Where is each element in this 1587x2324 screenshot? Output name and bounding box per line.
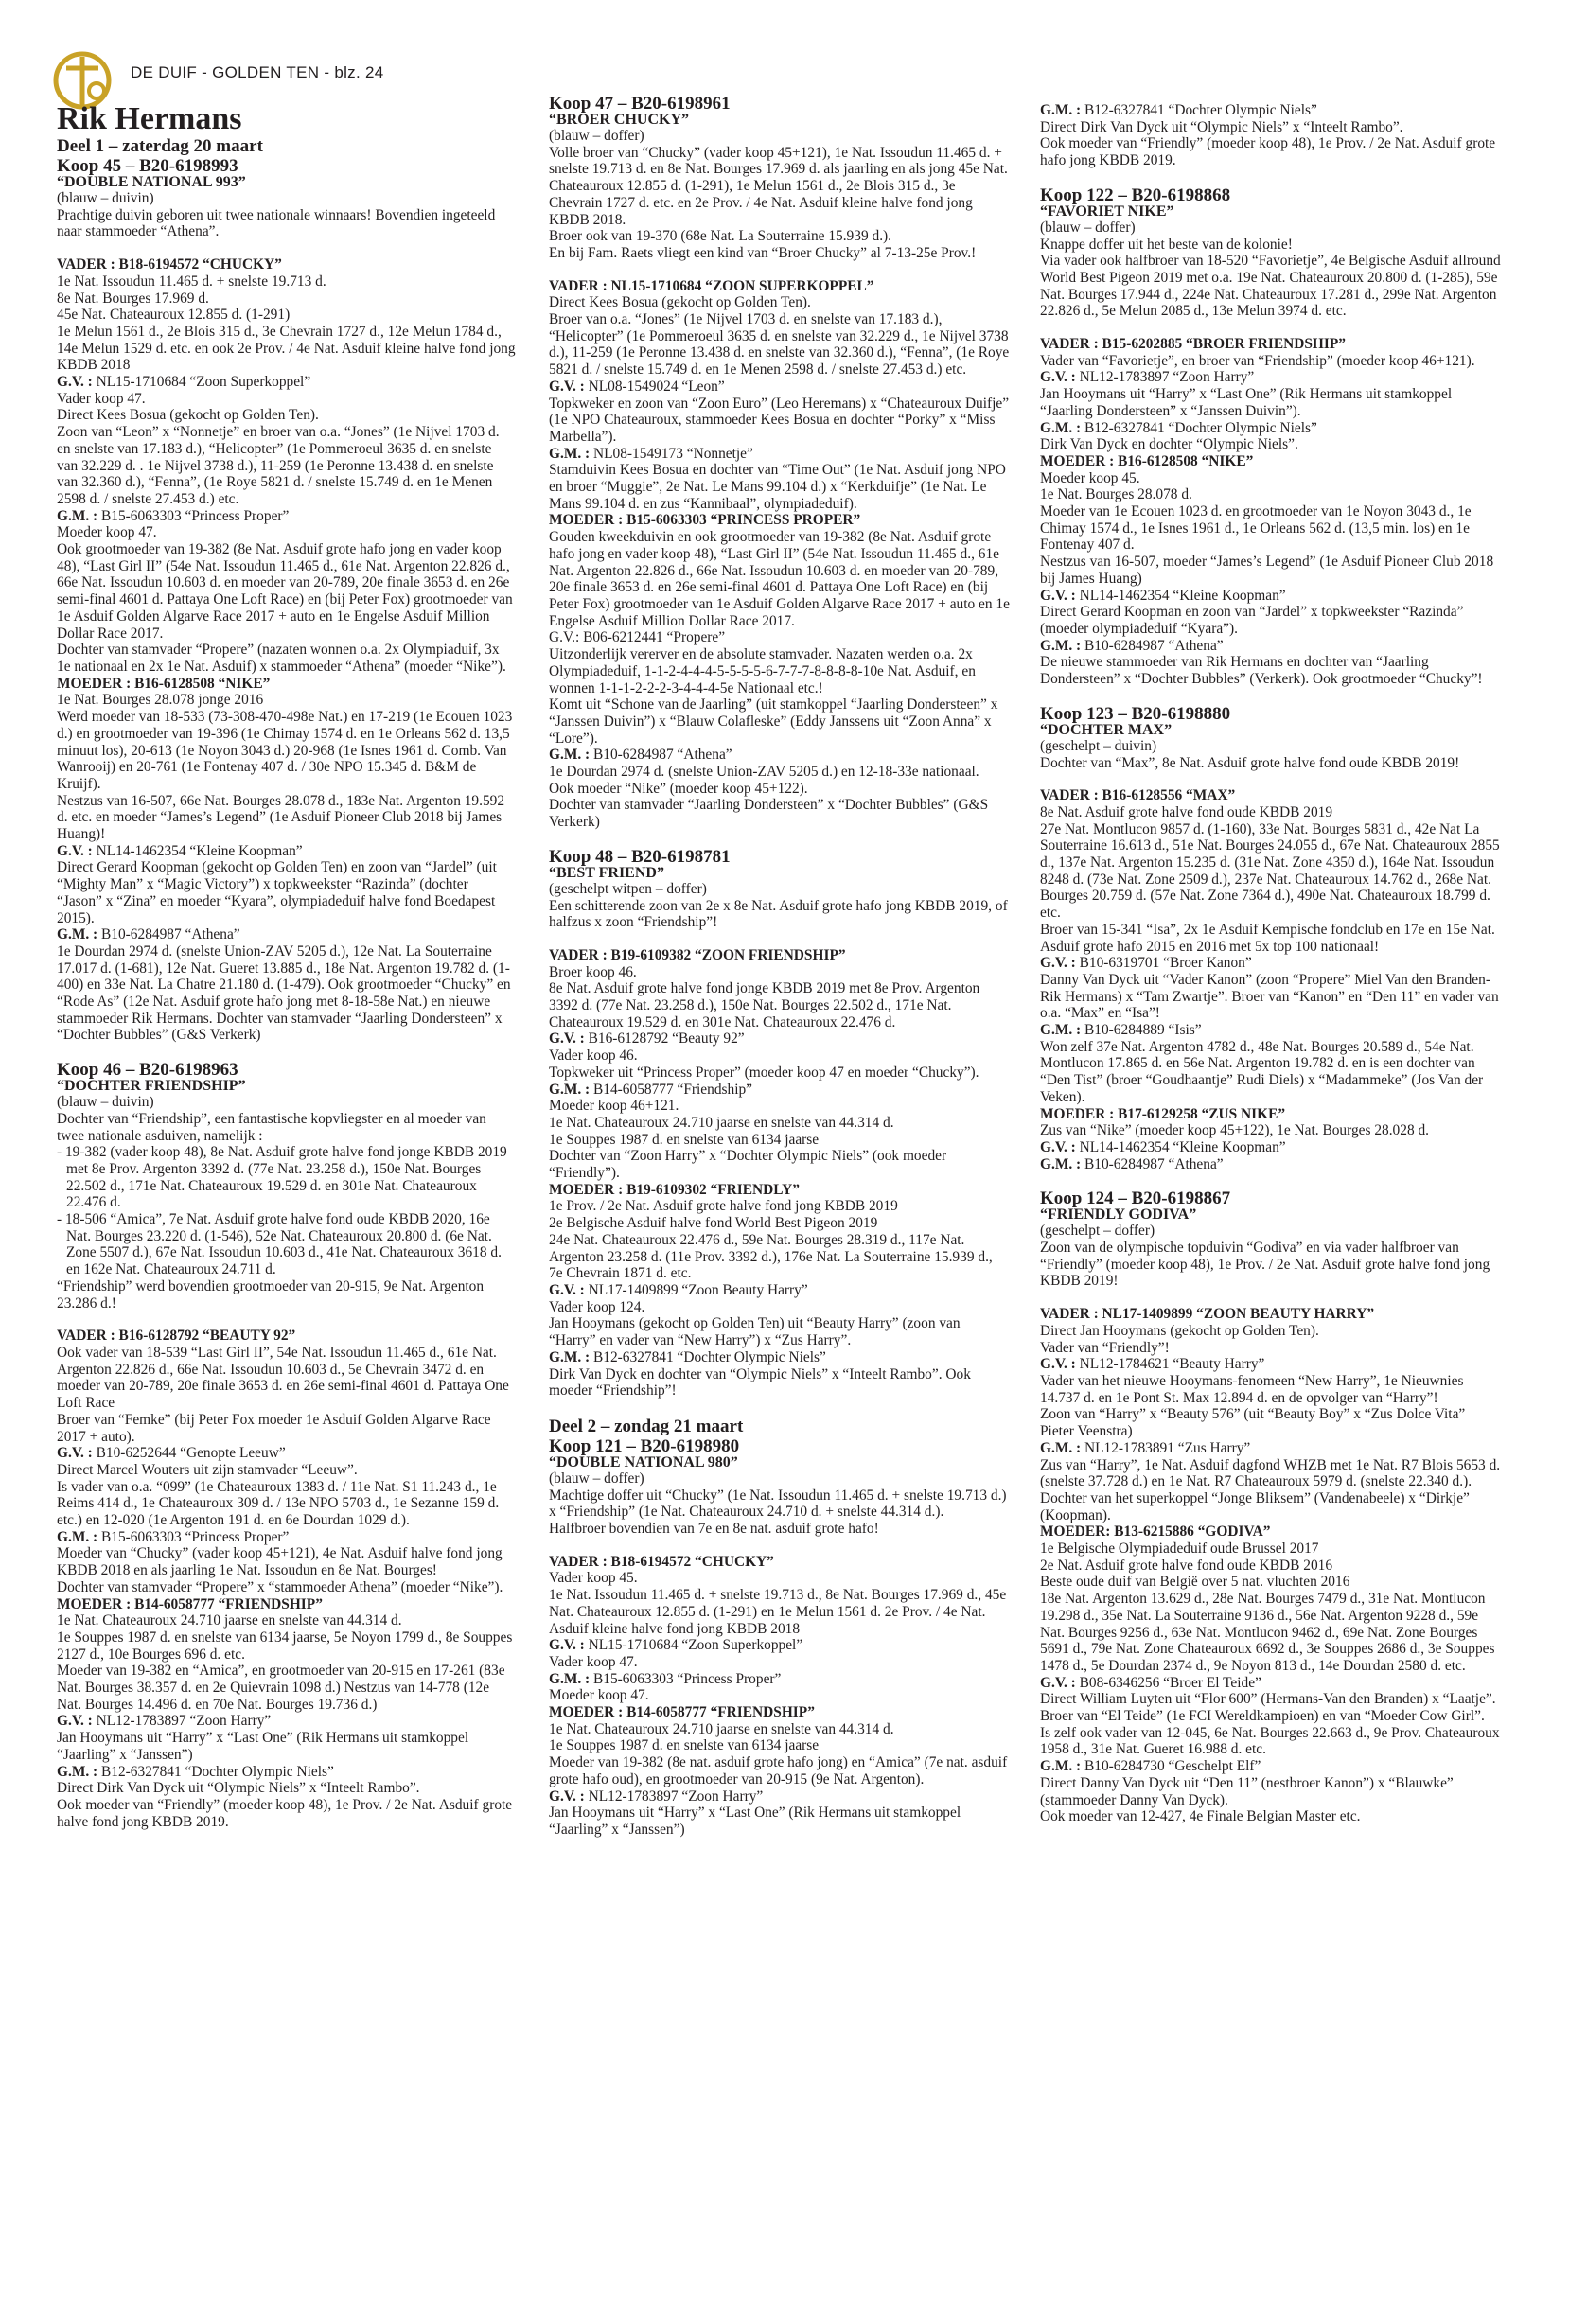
grandmother-line: G.M. : B10-6284987 “Athena” <box>1040 637 1224 654</box>
pedigree-line: Direct Gerard Koopman en zoon van “Jardel” x topkweekster “Razinda” (moeder olympiadeduif “Kyara”). <box>1040 604 1464 637</box>
column-3 <box>1040 102 1501 1842</box>
grandfather-line: G.V. : NL15-1710684 “Zoon Superkoppel” <box>549 1637 803 1654</box>
pedigree-line: Jan Hooymans uit “Harry” x “Last One” (Rik Hermans uit stamkoppel “Jaarling” x “Janssen”) <box>549 1805 961 1838</box>
grandmother-line: G.M. : B15-6063303 “Princess Proper” <box>57 507 290 524</box>
pedigree-line: 1e Souppes 1987 d. en snelste van 6134 jaarse, 5e Noyon 1799 d., 8e Souppes 2127 d., 10e Bourges 696 d. etc. <box>57 1629 513 1663</box>
lot-intro: Prachtige duivin geboren uit twee nationale winnaars! Bovendien ingeteeld naar stammoeder “Athena”. <box>57 206 496 240</box>
lot-intro: Volle broer van “Chucky” (vader koop 45+121), 1e Nat. Issoudun 11.465 d. + snelste 19.713 d. en 8e Nat. Bourges 17.969 d. als jaarling en als jong 45e Nat. Chateauroux 12.855 d. (1-291), 1e Melun 1561 d., 2e Blois 315 d., 3e Chevrain 1727 d. etc. en 2e Prov. / 4e Nat. Asduif kleine halve fond jong KBDB 2018. <box>549 144 1008 228</box>
pedigree-line: Dirk Van Dyck en dochter “Olympic Niels”. <box>1040 436 1298 453</box>
pedigree-line: Uitzonderlijk vererver en de absolute stamvader. Nazaten werden o.a. 2x Olympiadeduif, 1-1-2-4-4-4-5-5-5-5-6-7-7-7-8-8-8-8-10e Nat. Asduif, en wonnen 1-1-1-2-2-2-3-4-4-4-5e Nationaal etc.! <box>549 646 976 696</box>
pedigree-line: Nestzus van 16-507, 66e Nat. Bourges 28.078 d., 183e Nat. Argenton 19.592 d. etc. en moeder “James’s Legend” (1e Asduif Pioneer Club 2018 bij James Huang)! <box>57 792 505 843</box>
pedigree-line: Topkweker en zoon van “Zoon Euro” (Leo Heremans) x “Chateauroux Duifje” (1e NPO Chateauroux, stammoeder Kees Bosua en dochter “Porky” x “Miss Marbella”). <box>549 395 1010 445</box>
pedigree-line: Won zelf 37e Nat. Argenton 4782 d., 48e Nat. Bourges 20.589 d., 54e Nat. Montlucon 17.865 d. en 56e Nat. Argenton 19.782 d. en is een dochter van “Den Tist” (broer “Goudhaantje” Rudi Diels) x “Madammeke” (Jos Van der Veken). <box>1040 1038 1484 1105</box>
lot-45 <box>57 157 516 1044</box>
pedigree-line: Dirk Van Dyck en dochter van “Olympic Niels” x “Inteelt Rambo”. Ook moeder “Friendship”! <box>549 1365 971 1400</box>
pedigree-line: 8e Nat. Asduif grote halve fond oude KBDB 2019 <box>1040 803 1333 820</box>
grandmother-line: G.M. : B10-6284987 “Athena” <box>57 926 240 943</box>
grandmother-line: G.M. : B10-6284730 “Geschelpt Elf” <box>1040 1758 1261 1775</box>
pedigree-line: 8e Nat. Asduif grote halve fond jonge KBDB 2019 met 8e Prov. Argenton 3392 d. (77e Nat. 23.258 d.), 150e Nat. Bourges 22.502 d., 171e Nat. Chateauroux 19.529 d. en 301e Nat. Chateauroux 22.476 d. <box>549 980 980 1030</box>
lot-intro: Machtige doffer uit “Chucky” (1e Nat. Issoudun 11.465 d. + snelste 19.713 d.) x “Friendship” (1e Nat. Chateauroux 24.710 d. + snelste 44.314 d.). <box>549 1487 1007 1521</box>
vader-heading: VADER : B16-6128556 “MAX” <box>1040 787 1236 804</box>
pedigree-line: Vader koop 45. <box>549 1570 638 1587</box>
pedigree-line: 2e Belgische Asduif halve fond World Best Pigeon 2019 <box>549 1215 878 1232</box>
pedigree-line: G.V.: B06-6212441 “Propere” <box>549 629 726 646</box>
pedigree-line: Stamduivin Kees Bosua en dochter van “Time Out” (1e Nat. Asduif jong NPO en broer “Muggie”, 2e Nat. Le Mans 99.104 d.) x “Kerkduifje” (1e Nat. Le Mans 99.104 d. en zus “Kannibaal”, olympiadeduif). <box>549 462 1006 512</box>
pedigree-line: Zus van “Nike” (moeder koop 45+122), 1e Nat. Bourges 28.028 d. <box>1040 1122 1430 1139</box>
grandfather-line: G.V. : NL14-1462354 “Kleine Koopman” <box>57 842 303 859</box>
grandfather-line: G.V. : NL12-1783897 “Zoon Harry” <box>1040 369 1255 386</box>
moeder-heading: MOEDER : B17-6129258 “ZUS NIKE” <box>1040 1105 1286 1122</box>
grandfather-line: G.V. : NL17-1409899 “Zoon Beauty Harry” <box>549 1282 808 1298</box>
lot-48 <box>549 848 1010 1400</box>
lot-title: Koop 123 – B20-6198880 <box>1040 703 1231 724</box>
lot-124 <box>1040 1189 1501 1825</box>
pedigree-line: Direct Kees Bosua (gekocht op Golden Ten). <box>549 294 811 311</box>
lot-color: (blauw – duivin) <box>57 190 154 206</box>
pedigree-line: Werd moeder van 18-533 (73-308-470-498e Nat.) en 17-219 (1e Ecouen 1023 d.) en grootmoeder van 19-396 (1e Chimay 1574 d. en 1e Orleans 562 d. 13,5 minuut los), 20-613 (1e Noyon 3043 d.) 20-968 (1e Isnes 1961 d. Comb. Van Wanrooij) en 20-761 (1e Fontenay 407 d. / 30e NPO 15.345 d. B&M de Kruijf). <box>57 709 513 792</box>
pedigree-line: Is vader van o.a. “099” (1e Chateauroux 1383 d. / 11e Nat. S1 11.243 d., 1e Reims 414 d., 1e Chateauroux 309 d. / 13e NPO 5703 d., 1e Sezanne 159 d. etc.) en 12-020 (1e Argenton 191 d. en 6e Dourdan 1029 d.). <box>57 1478 500 1529</box>
lot-intro: Zoon van de olympische topduivin “Godiva” en via vader halfbroer van “Friendly” (moeder koop 48), 1e Prov. / 2e Nat. Asduif grote halve fond jong KBDB 2019! <box>1040 1240 1490 1290</box>
pedigree-line: Direct Jan Hooymans (gekocht op Golden Ten). <box>1040 1322 1319 1339</box>
pedigree-line: Ook moeder van 12-427, 4e Finale Belgian Master etc. <box>1040 1808 1361 1825</box>
lot-intro: Dochter van “Friendship”, een fantastische kopvliegster en al moeder van twee nationale asduiven, namelijk : <box>57 1110 486 1144</box>
pedigree-line: 2e Nat. Asduif grote halve fond oude KBDB 2016 <box>1040 1557 1333 1574</box>
pedigree-line: Zoon van “Harry” x “Beauty 576” (uit “Beauty Boy” x “Zus Dolce Vita” Pieter Veenstra) <box>1040 1406 1466 1440</box>
lot-title: Koop 45 – B20-6198993 <box>57 156 238 176</box>
pedigree-line: Dochter van “Zoon Harry” x “Dochter Olympic Niels” (ook moeder “Friendly”). <box>549 1148 947 1182</box>
pedigree-line: Dochter van stamvader “Jaarling Dondersteen” x “Dochter Bubbles” (G&S Verkerk) <box>549 797 989 831</box>
pedigree-line: Dochter van stamvader “Propere” (nazaten wonnen o.a. 2x Olympiaduif, 3x 1e nationaal en 2x 1e Nat. Asduif) x stammoeder “Athena” (moeder “Nike”). <box>57 642 506 675</box>
pedigree-line: 1e Dourdan 2974 d. (snelste Union-ZAV 5205 d.) en 12-18-33e nationaal. <box>549 764 979 781</box>
pedigree-line: Zus van “Harry”, 1e Nat. Asduif dagfond WHZB met 1e Nat. R7 Blois 5653 d. (snelste 37.728 d.) en 1e Nat. R7 Chateauroux 5979 d. (snelste 22.340 d.). <box>1040 1456 1501 1490</box>
lot-intro: Knappe doffer uit het beste van de kolonie! <box>1040 236 1293 253</box>
lot-name: “DOUBLE NATIONAL 993” <box>57 174 246 190</box>
pedigree-line: Vader koop 124. <box>549 1298 645 1315</box>
pedigree-line: 1e Nat. Chateauroux 24.710 jaarse en snelste van 44.314 d. <box>57 1612 402 1629</box>
lot-color: (geschelpt – duivin) <box>1040 737 1157 754</box>
pedigree-line: 1e Nat. Bourges 28.078 d. <box>1040 486 1192 503</box>
author-heading: Rik Hermans <box>57 101 242 136</box>
lot-name: “DOUBLE NATIONAL 980” <box>549 1453 738 1470</box>
grandfather-line: G.V. : B16-6128792 “Beauty 92” <box>549 1030 745 1048</box>
pedigree-line: Jan Hooymans (gekocht op Golden Ten) uit “Beauty Harry” (zoon van “Harry” en vader van “New Harry”) x “Zus Harry”. <box>549 1315 961 1349</box>
vader-heading: VADER : B15-6202885 “BROER FRIENDSHIP” <box>1040 336 1346 353</box>
column-2 <box>549 95 1010 1856</box>
pedigree-line: Direct William Luyten uit “Flor 600” (Hermans-Van den Branden) x “Laatje”. <box>1040 1691 1496 1708</box>
moeder-heading: MOEDER : B14-6058777 “FRIENDSHIP” <box>57 1595 323 1612</box>
running-header: DE DUIF - GOLDEN TEN - blz. 24 <box>131 63 384 81</box>
lot-intro: Via vader ook halfbroer van 18-520 “Favorietje”, 4e Belgische Asduif allround World Best Pigeon 2019 met o.a. 19e Nat. Chateauroux 20.800 d. (1-285), 59e Nat. Bourges 17.944 d., 224e Nat. Chateauroux 17.281 d., 299e Nat. Argenton 22.826 d., 5e Melun 2085 d., 13e Melun 3974 d. etc. <box>1040 253 1501 320</box>
pedigree-line: Vader van het nieuwe Hooymans-fenomeen “New Harry”, 1e Nieuwnies 14.737 d. en 1e Pont St. Max 12.894 d. en de opvolger van “Harry”! <box>1040 1373 1464 1406</box>
pedigree-line: 24e Nat. Chateauroux 22.476 d., 59e Nat. Bourges 28.319 d., 117e Nat. Argenton 23.258 d. (11e Prov. 3392 d.), 176e Nat. La Souterraine 15.939 d., 7e Chevrain 1871 d. etc. <box>549 1231 993 1282</box>
pedigree-line: Ook vader van 18-539 “Last Girl II”, 54e Nat. Issoudun 11.465 d., 61e Nat. Argenton 22.826 d., 66e Nat. Issoudun 10.603 d., 5e Chevrain 3472 d. en moeder van 20-789, 20e finale 3653 d. en 26e semi-final 4601 d. Pattaya One Loft Race <box>57 1345 509 1412</box>
pedigree-line: Ook moeder van “Friendly” (moeder koop 48), 1e Prov. / 2e Nat. Asduif grote hafo jong KBDB 2019. <box>1040 135 1496 169</box>
list-item: - 18-506 “Amica”, 7e Nat. Asduif grote halve fond oude KBDB 2020, 16e Nat. Bourges 23.220 d. (1-546), 52e Nat. Chateauroux 20.800 d. (6e Nat. Zone 5507 d.), 67e Nat. Issoudun 10.603 d., 41e Nat. Chateauroux 3618 d. en 162e Nat. Chateauroux 24.711 d. <box>57 1211 502 1278</box>
list-item: - 19-382 (vader koop 48), 8e Nat. Asduif grote halve fond jonge KBDB 2019 met 8e Prov. Argenton 3392 d. (77e Nat. 23.258 d.), 150e Nat. Bourges 22.502 d., 171e Nat. Chateauroux 19.529 d. en 301e Nat. Chateauroux 22.476 d. <box>57 1144 507 1211</box>
pedigree-line: Direct Marcel Wouters uit zijn stamvader “Leeuw”. <box>57 1461 358 1478</box>
pedigree-line: Nestzus van 16-507, moeder “James’s Legend” (1e Asduif Pioneer Club 2018 bij James Huang) <box>1040 554 1494 587</box>
lot-color: (blauw – doffer) <box>1040 219 1136 236</box>
pedigree-line: Moeder van 19-382 en “Amica”, en grootmoeder van 20-915 en 17-261 (83e Nat. Bourges 38.357 d. en 2e Quievrain 1098 d.) Nestzus van 14-778 (12e Nat. Bourges 14.496 d. en 70e Nat. Bourges 19.736 d.) <box>57 1663 505 1713</box>
pedigree-line: Ook moeder van “Friendly” (moeder koop 48), 1e Prov. / 2e Nat. Asduif grote halve fond jong KBDB 2019. <box>57 1796 513 1830</box>
pedigree-line: Beste oude duif van België over 5 nat. vluchten 2016 <box>1040 1574 1350 1591</box>
pedigree-line: Broer koop 46. <box>549 963 637 980</box>
grandfather-line: G.V. : NL12-1783897 “Zoon Harry” <box>57 1713 272 1730</box>
grandmother-line: G.M. : NL08-1549173 “Nonnetje” <box>549 445 753 462</box>
lot-121 <box>549 1437 1010 1839</box>
lot-122 <box>1040 186 1501 688</box>
pedigree-line: 1e Belgische Olympiadeduif oude Brussel 2017 <box>1040 1541 1319 1558</box>
pedigree-line: Zoon van “Leon” x “Nonnetje” en broer van o.a. “Jones” (1e Nijvel 1703 d. en snelste van 17.183 d.), “Helicopter” (1e Pommeroeul 3635 d. en snelste van 32.229 d. . 1e Nijvel 3738 d.), 11-259 (1e Peronne 13.438 d. en snelste van 32.360 d.), “Fenna”, (1e Roye 5821 d. / snelste 15.749 d. en 1e Menen 2598 d. / snelste 27.453 d.) etc. <box>57 424 500 507</box>
lot-123 <box>1040 705 1501 1173</box>
vader-heading: VADER : NL17-1409899 “ZOON BEAUTY HARRY” <box>1040 1306 1375 1323</box>
pedigree-line: Gouden kweekduivin en ook grootmoeder van 19-382 (8e Nat. Asduif grote hafo jong en vader koop 48), “Last Girl II” (54e Nat. Issoudun 11.465 d., 61e Nat. Argenton 22.826 d., 66e Nat. Issoudun 10.603 d. en moeder van 20-789, 20e finale 3653 d. en 26e semi-final 4601 d. Pattaya One Loft Race) en (bij Peter Fox) grootmoeder van 1e Asduif Golden Algarve Race 2017 + auto en 1e Engelse Asduif Million Dollar Race 2017. <box>549 529 1010 629</box>
pedigree-line: 1e Prov. / 2e Nat. Asduif grote halve fond jong KBDB 2019 <box>549 1198 898 1215</box>
pedigree-line: Vader van “Friendly”! <box>1040 1339 1170 1356</box>
moeder-heading: MOEDER : B16-6128508 “NIKE” <box>57 675 271 692</box>
grandfather-line: G.V. : NL14-1462354 “Kleine Koopman” <box>1040 587 1286 604</box>
pedigree-line: 1e Melun 1561 d., 2e Blois 315 d., 3e Chevrain 1727 d., 12e Melun 1784 d., 14e Melun 1529 d. etc. en ook 2e Prov. / 4e Nat. Asduif kleine halve fond jong KBDB 2018 <box>57 323 516 374</box>
lot-color: (blauw – duivin) <box>57 1094 154 1111</box>
grandfather-line: G.V. : NL08-1549024 “Leon” <box>549 378 725 395</box>
section-heading-deel-1: Deel 1 – zaterdag 20 maart <box>57 136 263 156</box>
grandfather-line: G.V. : NL15-1710684 “Zoon Superkoppel” <box>57 374 311 391</box>
pedigree-line: Broer van “El Teide” (1e FCI Wereldkampioen) en van “Moeder Cow Girl”. <box>1040 1708 1485 1725</box>
pedigree-line: 45e Nat. Chateauroux 12.855 d. (1-291) <box>57 307 291 324</box>
pedigree-line: Jan Hooymans uit “Harry” x “Last One” (Rik Hermans uit stamkoppel “Jaarling” x “Janssen”) <box>57 1730 469 1763</box>
pedigree-line: Broer van “Femke” (bij Peter Fox moeder 1e Asduif Golden Algarve Race 2017 + auto). <box>57 1411 491 1445</box>
pedigree-line: Dochter van het superkoppel “Jonge Bliksem” (Vandenabeele) x “Dirkje” (Koopman). <box>1040 1489 1470 1523</box>
column-1 <box>57 102 516 1847</box>
grandmother-line: G.M. : B10-6284889 “Isis” <box>1040 1022 1202 1039</box>
pedigree-line: Topkweker uit “Princess Proper” (moeder koop 47 en moeder “Chucky”). <box>549 1064 979 1081</box>
lot-name: “DOCHTER FRIENDSHIP” <box>57 1078 246 1095</box>
lot-121-continued <box>1040 102 1501 169</box>
pedigree-line: 1e Nat. Chateauroux 24.710 jaarse en snelste van 44.314 d. <box>549 1720 894 1737</box>
grandfather-line: G.V. : B10-6319701 “Broer Kanon” <box>1040 955 1252 972</box>
pedigree-line: Vader koop 47. <box>549 1653 638 1670</box>
pedigree-line: Moeder van 19-382 (8e nat. asduif grote hafo jong) en “Amica” (7e nat. asduif grote hafo oud), en grootmoeder van 20-915 (9e Nat. Argenton). <box>549 1754 1008 1787</box>
vader-heading: VADER : NL15-1710684 “ZOON SUPERKOPPEL” <box>549 277 874 294</box>
lot-intro: Een schitterende zoon van 2e x 8e Nat. Asduif grote hafo jong KBDB 2019, of halfzus x zoon “Friendship”! <box>549 897 1008 931</box>
moeder-heading: MOEDER : B19-6109302 “FRIENDLY” <box>549 1181 800 1198</box>
pedigree-line: 1e Nat. Issoudun 11.465 d. + snelste 19.713 d. <box>57 273 326 290</box>
vader-heading: VADER : B18-6194572 “CHUCKY” <box>57 256 282 273</box>
pedigree-line: Ook grootmoeder van 19-382 (8e Nat. Asduif grote hafo jong en vader koop 48), “Last Girl II” (54e Nat. Issoudun 11.465 d., 61e Nat. Argenton 22.826 d., 66e Nat. Issoudun 10.603 d. en moeder van 20-789, 20e finale 3653 d. en 26e semi-final 4601 d. Pattaya One Loft Race) en (bij Peter Fox) grootmoeder van 1e Asduif Golden Algarve Race 2017 + auto en 1e Engelse Asduif Million Dollar Race 2017. <box>57 541 513 642</box>
pedigree-line: Komt uit “Schone van de Jaarling” (uit stamkoppel “Jaarling Dondersteen” x “Janssen Duivin”) x “Blauw Colafleske” (Eddy Janssens uit “Zoon Anna” x “Lore”). <box>549 696 998 747</box>
grandmother-line: G.M. : B12-6327841 “Dochter Olympic Niels” <box>1040 102 1317 118</box>
pedigree-line: 18e Nat. Argenton 13.629 d., 28e Nat. Bourges 7479 d., 31e Nat. Montlucon 19.298 d., 35e Nat. La Souterraine 9136 d., 56e Nat. Argenton 9228 d., 59e Nat. Bourges 9256 d., 63e Nat. Montlucon 9462 d., 69e Nat. Zone Bourges 5691 d., 79e Nat. Zone Chateauroux 6692 d., 3e Souppes 2686 d., 3e Souppes 1478 d., 5e Dourdan 2374 d., 9e Noyon 813 d., 14e Dourdan 2580 d. etc. <box>1040 1591 1495 1674</box>
pedigree-line: Jan Hooymans uit “Harry” x “Last One” (Rik Hermans uit stamkoppel “Jaarling Dondersteen” x “Janssen Duivin”). <box>1040 386 1453 419</box>
pedigree-line: Broer van 15-341 “Isa”, 2x 1e Asduif Kempische fondclub en 17e en 15e Nat. Asduif grote hafo 2015 en 2016 met 5x top 100 nationaal! <box>1040 921 1495 955</box>
grandmother-line: G.M. : B12-6327841 “Dochter Olympic Niels” <box>57 1763 334 1780</box>
pedigree-line: Vader koop 47. <box>57 390 146 407</box>
pedigree-line: Moeder koop 46+121. <box>549 1098 679 1115</box>
lot-intro: En bij Fam. Raets vliegt een kind van “Broer Chucky” al 7-13-25e Prov.! <box>549 244 977 261</box>
lot-intro: Broer ook van 19-370 (68e Nat. La Souterraine 15.939 d.). <box>549 228 892 245</box>
pedigree-line: 1e Dourdan 2974 d. (snelste Union-ZAV 5205 d.), 12e Nat. La Souterraine 17.017 d. (1-681), 12e Nat. Gueret 13.885 d., 18e Nat. Argenton 19.782 d. (1-400) en 33e Nat. La Chatre 21.180 d. (1-479). Ook grootmoeder “Chucky” en “Rode As” (12e Nat. Asduif grote hafo jong met 8-18-58e Nat.) en nieuwe stammoeder Rik Hermans. Dochter van stamvader “Jaarling Dondersteen” x “Dochter Bubbles” (G&S Verkerk) <box>57 942 511 1044</box>
lot-title: Koop 48 – B20-6198781 <box>549 846 731 867</box>
pedigree-line: Broer van o.a. “Jones” (1e Nijvel 1703 d. en snelste van 17.183 d.), “Helicopter” (1e Pommeroeul 3635 d. en snelste van 32.229 d., 1e Nijvel 3738 d.), 11-259 (1e Peronne 13.438 d. en snelste van 32.360 d.), “Fenna”, (1e Roye 5821 d. / snelste 15.749 d. en 1e Menen 2598 d. / snelste 27.453 d.) etc. <box>549 311 1010 379</box>
grandmother-line: G.M. : B12-6327841 “Dochter Olympic Niels” <box>549 1348 826 1365</box>
lot-intro: Halfbroer bovendien van 7e en 8e nat. asduif grote hafo! <box>549 1521 879 1538</box>
pedigree-line: Vader koop 46. <box>549 1048 638 1065</box>
pedigree-line: Moeder koop 47. <box>549 1687 649 1704</box>
pedigree-line: Is zelf ook vader van 12-045, 6e Nat. Bourges 22.663 d., 9e Prov. Chateauroux 1958 d., 31e Nat. Gueret 16.988 d. etc. <box>1040 1724 1500 1758</box>
pedigree-line: De nieuwe stammoeder van Rik Hermans en dochter van “Jaarling Dondersteen” x “Dochter Bubbles” (Verkerk). Ook grootmoeder “Chucky”! <box>1040 654 1483 688</box>
pedigree-line: Direct Kees Bosua (gekocht op Golden Ten). <box>57 407 319 424</box>
grandmother-line: G.M. : B15-6063303 “Princess Proper” <box>57 1528 290 1545</box>
pedigree-line: Direct Danny Van Dyck uit “Den 11” (nestbroer Kanon”) x “Blauwke” (stammoeder Danny Van Dyck). <box>1040 1774 1454 1808</box>
lot-title: Koop 121 – B20-6198980 <box>549 1435 740 1456</box>
lot-title: Koop 46 – B20-6198963 <box>57 1060 238 1081</box>
lot-name: “FAVORIET NIKE” <box>1040 202 1174 220</box>
lot-name: “BROER CHUCKY” <box>549 112 690 128</box>
moeder-heading: MOEDER : B16-6128508 “NIKE” <box>1040 452 1254 469</box>
lot-intro: Dochter van “Max”, 8e Nat. Asduif grote halve fond oude KBDB 2019! <box>1040 754 1460 771</box>
grandfather-line: G.V. : NL12-1784621 “Beauty Harry” <box>1040 1356 1265 1373</box>
lot-color: (geschelpt witpen – doffer) <box>549 880 707 897</box>
pedigree-line: Ook moeder “Nike” (moeder koop 45+122). <box>549 780 808 797</box>
lot-47 <box>549 95 1010 831</box>
lot-name: “BEST FRIEND” <box>549 864 664 881</box>
pedigree-line: 1e Souppes 1987 d. en snelste van 6134 jaarse <box>549 1737 820 1754</box>
pedigree-line: 8e Nat. Bourges 17.969 d. <box>57 290 209 307</box>
lot-title: Koop 47 – B20-6198961 <box>549 94 731 114</box>
moeder-heading: MOEDER : B14-6058777 “FRIENDSHIP” <box>549 1704 815 1721</box>
grandmother-line: G.M. : B10-6284987 “Athena” <box>549 747 732 764</box>
lot-name: “FRIENDLY GODIVA” <box>1040 1206 1197 1224</box>
lot-title: Koop 124 – B20-6198867 <box>1040 1188 1231 1209</box>
pedigree-line: Moeder van “Chucky” (vader koop 45+121), 4e Nat. Asduif halve fond jong KBDB 2018 en als jaarling 1e Nat. Issoudun en 8e Nat. Bourges! <box>57 1545 503 1579</box>
vader-heading: VADER : B19-6109382 “ZOON FRIENDSHIP” <box>549 946 846 963</box>
lot-intro: “Friendship” werd bovendien grootmoeder van 20-915, 9e Nat. Argenton 23.286 d.! <box>57 1277 485 1312</box>
pedigree-line: Vader van “Favorietje”, en broer van “Friendship” (moeder koop 46+121). <box>1040 352 1475 369</box>
pedigree-line: Dochter van stamvader “Propere” x “stammoeder Athena” (moeder “Nike”). <box>57 1578 503 1595</box>
grandmother-line: G.M. : B12-6327841 “Dochter Olympic Niels” <box>1040 419 1317 436</box>
lot-color: (blauw – doffer) <box>549 1470 644 1487</box>
pedigree-line: 1e Nat. Chateauroux 24.710 jaarse en snelste van 44.314 d. <box>549 1114 894 1131</box>
grandfather-line: G.V. : NL14-1462354 “Kleine Koopman” <box>1040 1138 1286 1155</box>
grandfather-line: G.V. : B10-6252644 “Genopte Leeuw” <box>57 1445 286 1462</box>
vader-heading: VADER : B18-6194572 “CHUCKY” <box>549 1553 774 1570</box>
pedigree-line: Direct Dirk Van Dyck uit “Olympic Niels” x “Inteelt Rambo”. <box>1040 118 1403 135</box>
grandfather-line: G.V. : B08-6346256 “Broer El Teide” <box>1040 1674 1261 1691</box>
lot-name: “DOCHTER MAX” <box>1040 721 1173 738</box>
moeder-heading: MOEDER : B15-6063303 “PRINCESS PROPER” <box>549 512 861 529</box>
pedigree-line: Danny Van Dyck uit “Vader Kanon” (zoon “Propere” Miel Van den Branden-Rik Hermans) x “Tam Zwartje”. Broer van “Kanon” en “Den 11” en vader van o.a. “Max” en “Isa”! <box>1040 971 1499 1022</box>
pedigree-line: Direct Dirk Van Dyck uit “Olympic Niels” x “Inteelt Rambo”. <box>57 1780 420 1797</box>
lot-46 <box>57 1061 516 1830</box>
grandmother-line: G.M. : B15-6063303 “Princess Proper” <box>549 1670 782 1687</box>
pedigree-line: 27e Nat. Montlucon 9857 d. (1-160), 33e Nat. Bourges 5831 d., 42e Nat La Souterraine 16.613 d., 51e Nat. Bourges 24.055 d., 67e Nat. Chateauroux 2855 d., 137e Nat. Argenton 15.235 d. (31e Nat. Zone 4350 d.), 164e Nat. Issoudun 8248 d. (73e Nat. Zone 2509 d.), 237e Nat. Chateauroux 14.762 d., 268e Nat. Bourges 20.759 d. (57e Nat. Zone 7364 d.), 490e Nat. Chateauroux 18.799 d. etc. <box>1040 820 1500 922</box>
grandmother-line: G.M. : B10-6284987 “Athena” <box>1040 1155 1224 1172</box>
section-heading-deel-2: Deel 2 – zondag 21 maart <box>549 1416 744 1436</box>
grandmother-line: G.M. : NL12-1783891 “Zus Harry” <box>1040 1439 1251 1456</box>
pedigree-line: 1e Nat. Bourges 28.078 jonge 2016 <box>57 692 264 709</box>
pedigree-line: Moeder koop 45. <box>1040 469 1140 486</box>
lot-title: Koop 122 – B20-6198868 <box>1040 185 1231 205</box>
pedigree-line: Moeder van 1e Ecouen 1023 d. en grootmoeder van 1e Noyon 3043 d., 1e Chimay 1574 d., 1e Isnes 1961 d., 1e Orleans 562 d. (13,5 min. los) en 1e Fontenay 407 d. <box>1040 503 1472 554</box>
pedigree-line: 1e Nat. Issoudun 11.465 d. + snelste 19.713 d., 8e Nat. Bourges 17.969 d., 45e Nat. Chateauroux 12.855 d. (1-291) en 1e Melun 1561 d. 2e Prov. / 4e Nat. Asduif kleine halve fond jong KBDB 2018 <box>549 1587 1007 1637</box>
pedigree-line: 1e Souppes 1987 d. en snelste van 6134 jaarse <box>549 1131 820 1148</box>
moeder-heading: MOEDER: B13-6215886 “GODIVA” <box>1040 1523 1271 1541</box>
pedigree-line: Direct Gerard Koopman (gekocht op Golden Ten) en zoon van “Jardel” (uit “Mighty Man” x “Magic Victory”) x topkweekster “Razinda” (dochter “Jason” x “Zina” en moeder “Kyara”, olympiadeduif halve fond Boedapest 2015). <box>57 859 497 926</box>
pedigree-line: Moeder koop 47. <box>57 524 157 541</box>
grandmother-line: G.M. : B14-6058777 “Friendship” <box>549 1081 753 1098</box>
grandfather-line: G.V. : NL12-1783897 “Zoon Harry” <box>549 1787 764 1805</box>
lot-color: (geschelpt – doffer) <box>1040 1223 1155 1240</box>
vader-heading: VADER : B16-6128792 “BEAUTY 92” <box>57 1328 296 1345</box>
lot-color: (blauw – doffer) <box>549 128 644 144</box>
